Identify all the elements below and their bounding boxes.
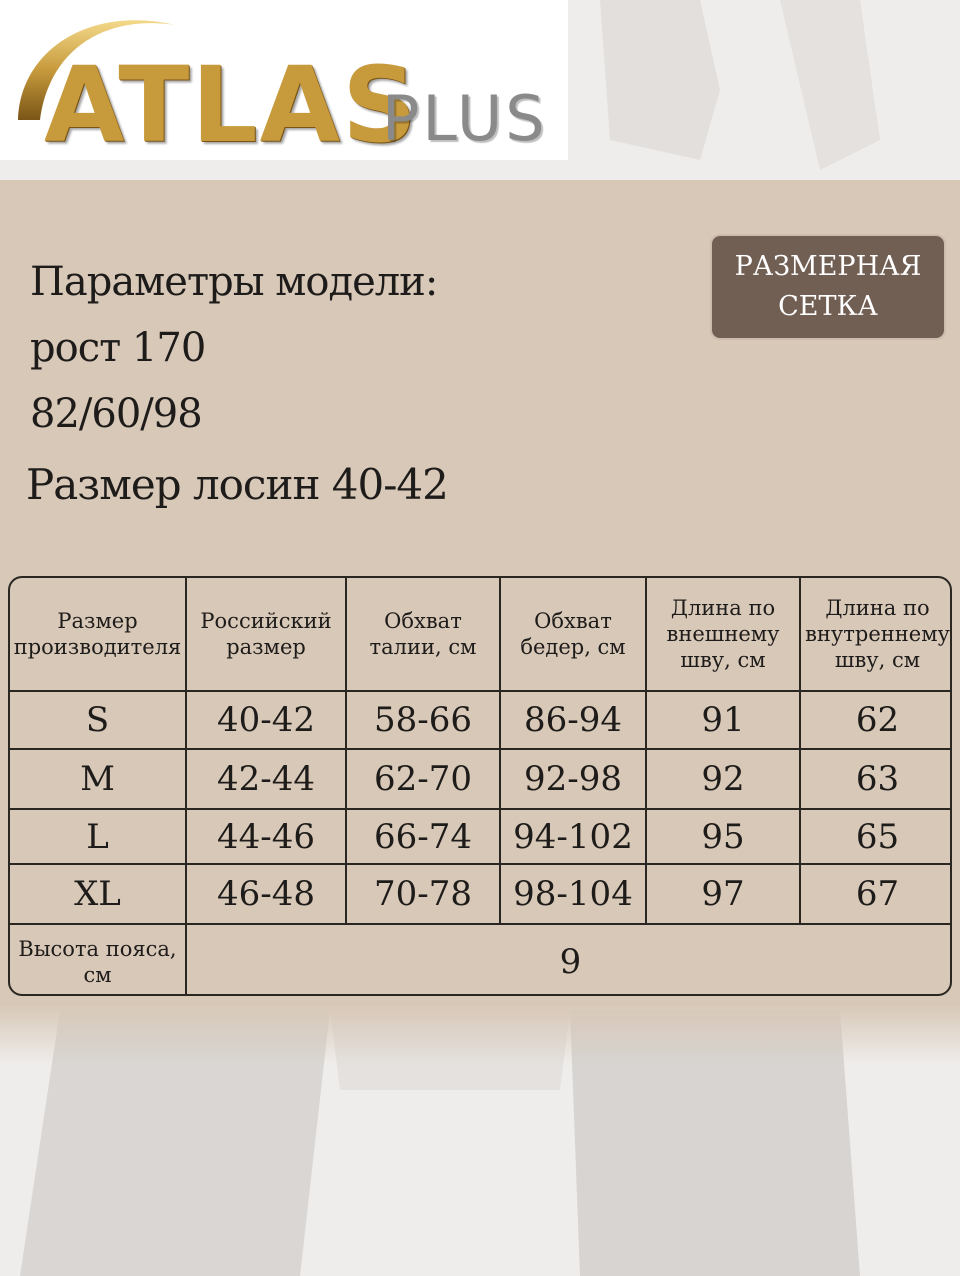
cell-russian-size: 40-42 <box>186 691 346 749</box>
model-height: рост 170 <box>30 325 206 371</box>
cell-hips: 98-104 <box>500 864 646 924</box>
cell-hips: 94-102 <box>500 809 646 864</box>
cell-hips: 92-98 <box>500 749 646 809</box>
header-outer-seam: Длина по внешнему шву, см <box>646 578 800 691</box>
cell-waist: 66-74 <box>346 809 500 864</box>
badge-line2: СЕТКА <box>778 291 878 322</box>
table-row <box>10 809 952 864</box>
panel-fade <box>0 1005 960 1065</box>
cell-outer-seam: 97 <box>646 864 800 924</box>
table-row <box>10 691 952 749</box>
header-manufacturer-size: Размер производителя <box>10 578 186 691</box>
header-inner-seam: Длина по внутреннему шву, см <box>800 578 952 691</box>
model-params-title: Параметры модели: <box>30 259 438 305</box>
cell-hips: 86-94 <box>500 691 646 749</box>
cell-outer-seam: 91 <box>646 691 800 749</box>
header-waist: Обхват талии, см <box>346 578 500 691</box>
table-row <box>10 864 952 924</box>
cell-waist: 62-70 <box>346 749 500 809</box>
size-chart-badge <box>712 236 944 338</box>
table-header-row <box>10 578 952 691</box>
cell-russian-size: 44-46 <box>186 809 346 864</box>
cell-size: L <box>10 809 186 864</box>
cell-russian-size: 42-44 <box>186 749 346 809</box>
cell-russian-size: 46-48 <box>186 864 346 924</box>
cell-waist: 70-78 <box>346 864 500 924</box>
cell-size: M <box>10 749 186 809</box>
cell-size: XL <box>10 864 186 924</box>
model-measurements: 82/60/98 <box>30 391 202 437</box>
cell-size: S <box>10 691 186 749</box>
waistband-height-label: Высота пояса, см <box>10 924 186 996</box>
header-hips: Обхват бедер, см <box>500 578 646 691</box>
brand-suffix: PLUS <box>382 82 548 155</box>
brand-name: ATLAS <box>44 44 420 166</box>
cell-outer-seam: 95 <box>646 809 800 864</box>
cell-inner-seam: 62 <box>800 691 952 749</box>
cell-inner-seam: 63 <box>800 749 952 809</box>
brand-logo <box>0 0 568 166</box>
size-table <box>8 576 952 996</box>
cell-waist: 58-66 <box>346 691 500 749</box>
model-parameters <box>30 252 437 444</box>
cell-outer-seam: 92 <box>646 749 800 809</box>
cell-inner-seam: 65 <box>800 809 952 864</box>
header-russian-size: Российский размер <box>186 578 346 691</box>
table-footer-row <box>10 924 952 996</box>
cell-inner-seam: 67 <box>800 864 952 924</box>
badge-line1: РАЗМЕРНАЯ <box>734 251 922 282</box>
leggings-size: Размер лосин 40-42 <box>26 460 448 509</box>
table-row <box>10 749 952 809</box>
waistband-height-value: 9 <box>186 924 952 996</box>
